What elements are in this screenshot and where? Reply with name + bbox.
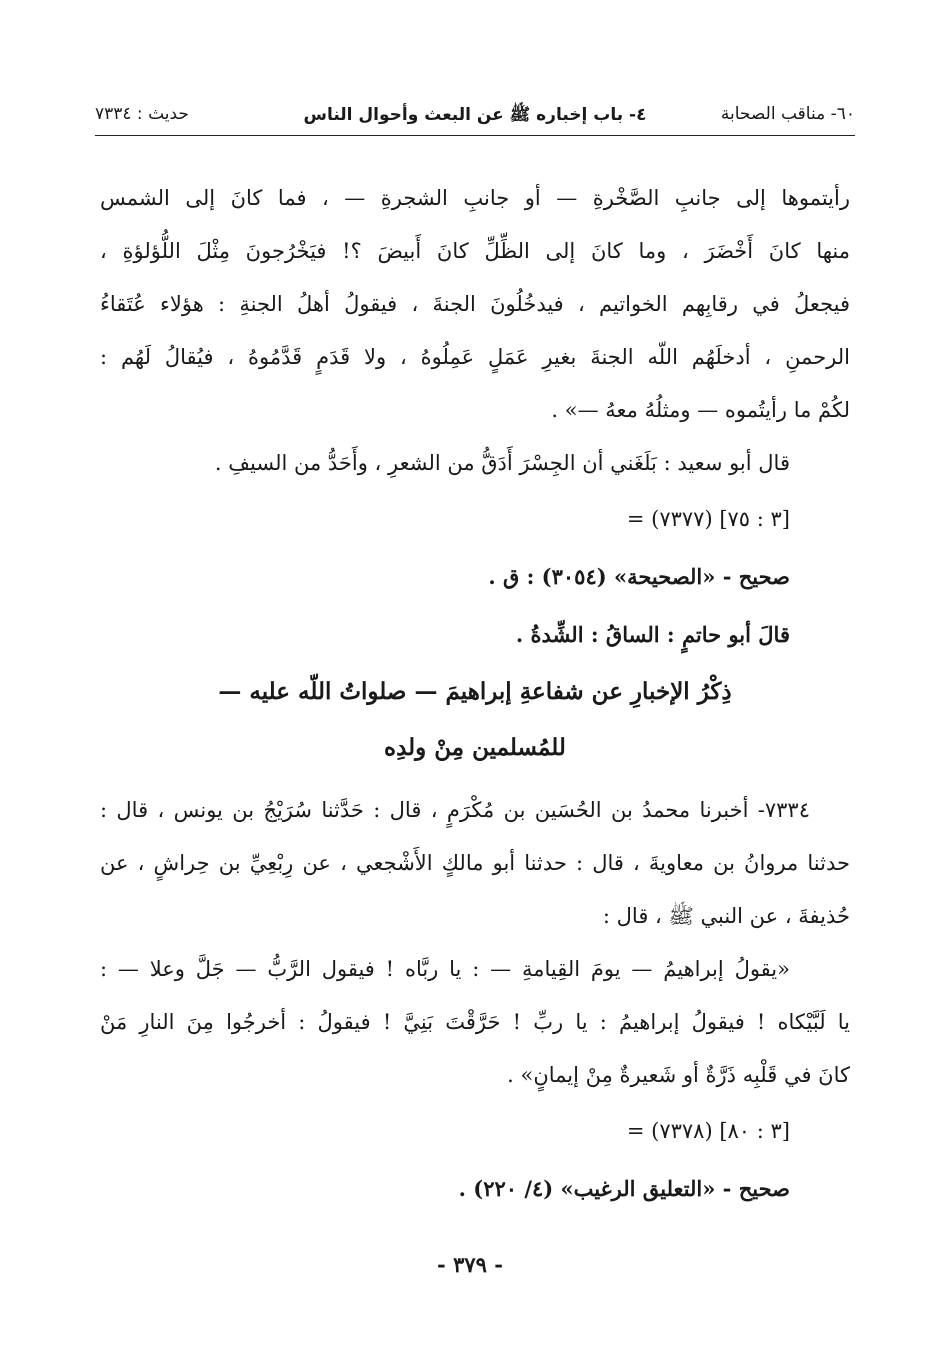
text-line: فيجعلُ في رقابِهم الخواتيم ، فيدخُلُونَ الجنةَ ، فيقولُ أهلُ الجنةِ : هؤلاء عُتَقاءُ bbox=[100, 292, 850, 316]
reference-1: = (٧٣٧٧) [٣ : ٧٥] bbox=[626, 507, 790, 531]
page-body bbox=[100, 172, 850, 1218]
abu-said-note: قال أبو سعيد : بَلَغَني أن الجِسْرَ أَدَقُّ من الشعرِ ، وأَحَدُّ من السيفِ . bbox=[214, 451, 790, 475]
matn-line: «يقولُ إبراهيمُ — يومَ القِيامةِ — : يا ربَّاه ! فيقول الرَّبُّ — جَلَّ وعلا — : bbox=[100, 957, 790, 981]
matn-line: يا لَبَّيْكاه ! فيقولُ إبراهيمُ : يا ربِّ ! حَرَّقْتَ بَنِيَّ ! فيقولُ : أخرجُوا مِنَ النارِ مَنْ bbox=[100, 1010, 850, 1034]
abu-hatim-note: قالَ أبو حاتمٍ : الساقُ : الشِّدةُ . bbox=[515, 622, 790, 647]
reference-2: = (٧٣٧٨) [٣ : ٨٠] bbox=[626, 1119, 790, 1143]
chapter-title: ٦٠- مناقب الصحابة bbox=[720, 104, 855, 124]
section-header: ٤- باب إخباره ﷺ عن البعث وأحوال الناس bbox=[303, 105, 647, 125]
running-header bbox=[95, 100, 855, 134]
grading-1: صحيح - «الصحيحة» (٣٠٥٤) : ق . bbox=[488, 564, 790, 589]
isnad-line: حدثنا مروانُ بن معاويةَ ، قال : حدثنا أبو مالكٍ الأَشْجعي ، عن رِبْعِيِّ بن حِراشٍ ، عن bbox=[100, 851, 850, 875]
text-line: الرحمنِ ، أدخلَهُم اللّه الجنةَ بغيرِ عَمَلٍ عَمِلُوهُ ، ولا قَدَمٍ قَدَّمُوهُ ، فيُقالُ لَهُم : bbox=[100, 345, 850, 369]
matn-line: كانَ في قَلْبِه ذَرَّةٌ أو شَعيرةٌ مِنْ إيمانٍ» . bbox=[507, 1063, 850, 1087]
page-number: - ٣٧٩ - bbox=[437, 1252, 503, 1277]
isnad-line: ٧٣٣٤- أخبرنا محمدُ بن الحُسَين بن مُكْرَمٍ ، قال : حَدَّثنا سُرَيْجُ بن يونس ، قال : bbox=[100, 798, 810, 822]
section-title-line-2: للمُسلمين مِنْ ولدِه bbox=[384, 734, 566, 761]
section-title-line-1: ذِكْرُ الإخبارِ عن شفاعةِ إبراهيمَ — صلواتُ اللّه عليه — bbox=[218, 678, 732, 705]
isnad-line: حُذيفةَ ، عن النبي ﷺ ، قال : bbox=[602, 904, 850, 928]
grading-2: صحيح - «التعليق الرغيب» (٤/ ٢٢٠) . bbox=[458, 1176, 790, 1201]
text-line: منها كانَ أَخْضَرَ ، وما كانَ إلى الظِّلِّ كانَ أَبيضَ ؟! فيَخْرُجونَ مِثْلَ اللُّؤلؤةِ ، bbox=[100, 239, 850, 263]
header-divider bbox=[95, 135, 855, 136]
hadith-number: حديث : ٧٣٣٤ bbox=[95, 104, 189, 124]
text-line: لكُمْ ما رأيتُموه — ومثلُهُ معهُ —» . bbox=[551, 398, 850, 422]
text-line: رأيتموها إلى جانبِ الصَّخْرةِ — أو جانبِ الشجرةِ — ، فما كانَ إلى الشمس bbox=[100, 186, 850, 210]
